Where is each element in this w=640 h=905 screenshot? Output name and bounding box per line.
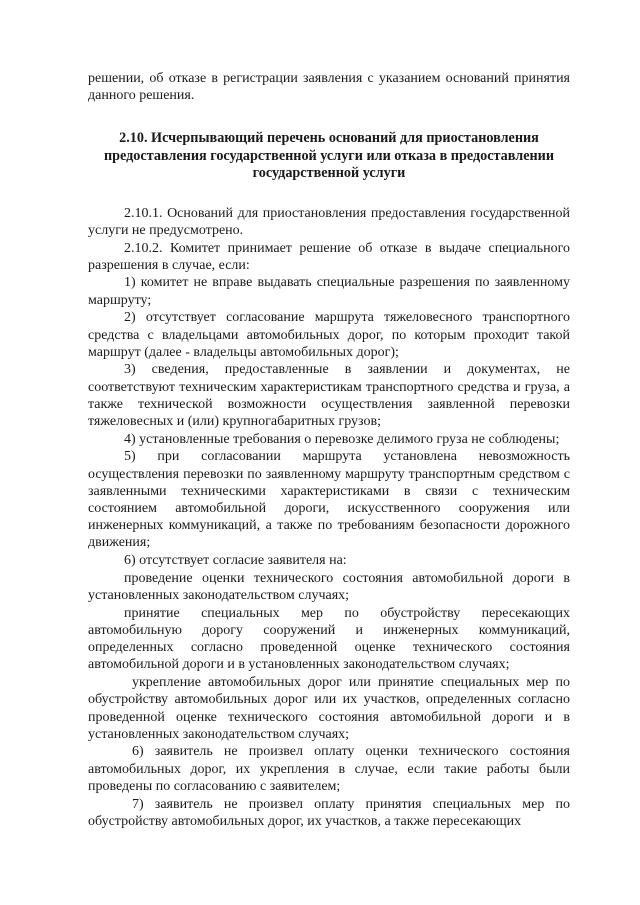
sub-item-reinforcement: укрепление автомобильных дорог или принятие специальных мер по обустройству автомобильных дорог или их участков, определенных согласно проведенной оценке технического состояния автомобильной дороги и в установленных законодательством случаях; [88, 675, 570, 742]
sub-item-special-measures: принятие специальных мер по обустройству пересекающих автомобильную дорогу сооружений и инженерных коммуникаций, определенных согласно проведенной оценке технического состояния автомобильной дороги и в установленных законодательством случаях; [88, 605, 570, 673]
sub-item-assessment: проведение оценки технического состояния автомобильной дороги в установленных законодательством случаях; [88, 570, 570, 604]
section-heading: 2.10. Исчерпывающий перечень оснований для приостановления предоставления государственной услуги или отказа в предоставлении государственной услуги [103, 130, 555, 182]
intro-paragraph: решении, об отказе в регистрации заявления с указанием оснований принятия данного решения. [88, 71, 570, 104]
list-item-7: 7) заявитель не произвел оплату принятия специальных мер по обустройству автомобильных дорог, их участков, а также пересекающих [88, 796, 570, 829]
list-item-6-payment: 6) заявитель не произвел оплату оценки технического состояния автомобильных дорог, их укрепления в случае, если такие работы были проведены по согласованию с заявителем; [88, 744, 570, 794]
list-item-3: 3) сведения, предоставленные в заявлении и документах, не соответствуют техническим характеристикам транспортного средства и груза, а также технической возможности осуществления заявленной перевозки тяжеловесных и (или) крупногабаритных грузов; [88, 362, 570, 430]
paragraph-2-10-2: 2.10.2. Комитет принимает решение об отказе в выдаче специального разрешения в случае, если: [88, 240, 570, 273]
list-item-1: 1) комитет не вправе выдавать специальные разрешения по заявленному маршруту; [88, 275, 570, 308]
paragraph-2-10-1: 2.10.1. Оснований для приостановления предоставления государственной услуги не предусмотрено. [88, 205, 570, 238]
document-page [88, 70, 570, 830]
list-item-6: 6) отсутствует согласие заявителя на: [124, 553, 347, 569]
list-item-5: 5) при согласовании маршрута установлена невозможность осуществления перевозки по заявленному маршруту транспортным средством с заявленными техническими характеристиками в связи с техническим состоянием автомобильной дороги, искусственного сооружения или инженерных коммуникаций, а также по требованиям безопасности дорожного движения; [88, 449, 570, 551]
list-item-4: 4) установленные требования о перевозке делимого груза не соблюдены; [124, 431, 560, 447]
list-item-2: 2) отсутствует согласование маршрута тяжеловесного транспортного средства с владельцами автомобильных дорог, по которым проходит такой маршрут (далее - владельцы автомобильных дорог); [88, 310, 570, 360]
